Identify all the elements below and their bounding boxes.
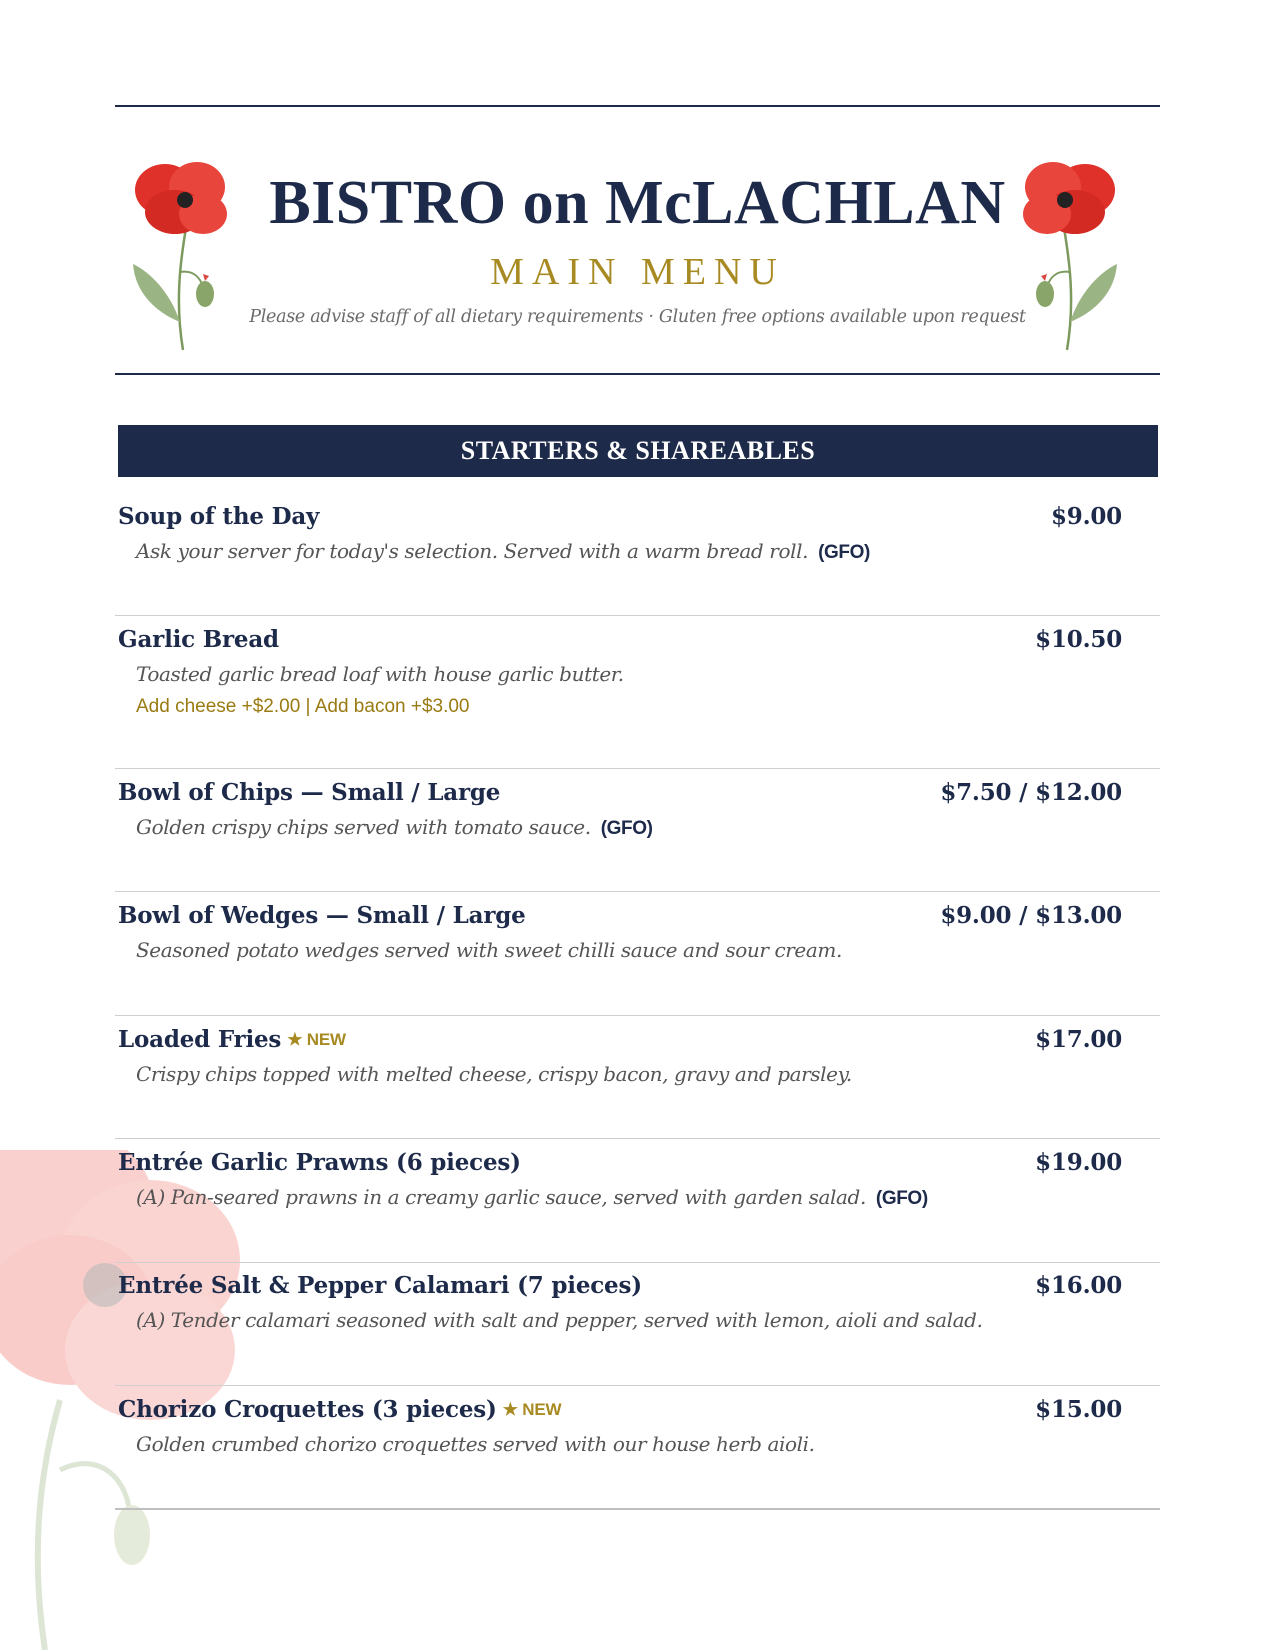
item-description: Crispy chips topped with melted cheese, crispy bacon, gravy and parsley. xyxy=(136,1062,852,1086)
item-name: Entrée Salt & Pepper Calamari (7 pieces) xyxy=(118,1272,642,1299)
item-name: Entrée Garlic Prawns (6 pieces) xyxy=(118,1149,521,1176)
new-badge: ★ NEW xyxy=(502,1400,562,1419)
section-title: STARTERS & SHAREABLES xyxy=(118,425,1158,477)
item-divider xyxy=(115,1138,1160,1139)
item-price: $17.00 xyxy=(1035,1026,1122,1053)
item-divider xyxy=(115,1262,1160,1263)
top-rule xyxy=(115,105,1160,107)
item-name: Soup of the Day xyxy=(118,503,320,530)
item-divider xyxy=(115,1508,1160,1510)
item-name: Bowl of Wedges — Small / Large xyxy=(118,902,526,929)
item-description: Ask your server for today's selection. Served with a warm bread roll. (GFO) xyxy=(136,539,870,563)
item-price: $16.00 xyxy=(1035,1272,1122,1299)
item-description: Seasoned potato wedges served with sweet chilli sauce and sour cream. xyxy=(136,938,842,962)
item-price: $9.00 xyxy=(1050,503,1122,530)
gfo-tag: (GFO) xyxy=(875,1188,928,1209)
item-description: Golden crispy chips served with tomato sauce. (GFO) xyxy=(136,815,653,839)
header-bottom-rule xyxy=(115,373,1160,375)
item-name: Garlic Bread xyxy=(118,626,279,653)
menu-subtitle: MAIN MENU xyxy=(490,251,785,293)
restaurant-title: BISTRO on McLACHLAN xyxy=(269,169,1006,237)
item-price: $9.00 / $13.00 xyxy=(940,902,1122,929)
item-divider xyxy=(115,768,1160,769)
item-description: (A) Pan-seared prawns in a creamy garlic sauce, served with garden salad. (GFO) xyxy=(136,1185,928,1209)
new-badge: ★ NEW xyxy=(287,1030,346,1049)
item-name: Bowl of Chips — Small / Large xyxy=(118,779,501,806)
item-price: $7.50 / $12.00 xyxy=(940,779,1122,806)
item-name: Loaded Fries ★ NEW xyxy=(118,1026,346,1053)
item-divider xyxy=(115,891,1160,892)
item-description: Golden crumbed chorizo croquettes served with our house herb aioli. xyxy=(136,1432,815,1456)
item-price: $15.00 xyxy=(1035,1396,1122,1423)
item-divider xyxy=(115,1385,1160,1386)
item-price: $10.50 xyxy=(1035,626,1122,653)
gfo-tag: (GFO) xyxy=(600,818,653,839)
item-extras: Add cheese +$2.00 | Add bacon +$3.00 xyxy=(136,696,470,717)
item-divider xyxy=(115,1015,1160,1016)
dietary-note: Please advise staff of all dietary requirements · Gluten free options available upon request xyxy=(249,307,1026,327)
item-price: $19.00 xyxy=(1035,1149,1122,1176)
item-name: Chorizo Croquettes (3 pieces) ★ NEW xyxy=(118,1396,562,1423)
gfo-tag: (GFO) xyxy=(818,542,870,563)
item-description: (A) Tender calamari seasoned with salt and pepper, served with lemon, aioli and salad. xyxy=(136,1308,983,1332)
menu-header xyxy=(115,110,1160,370)
item-description: Toasted garlic bread loaf with house garlic butter. xyxy=(136,662,624,686)
item-divider xyxy=(115,615,1160,616)
